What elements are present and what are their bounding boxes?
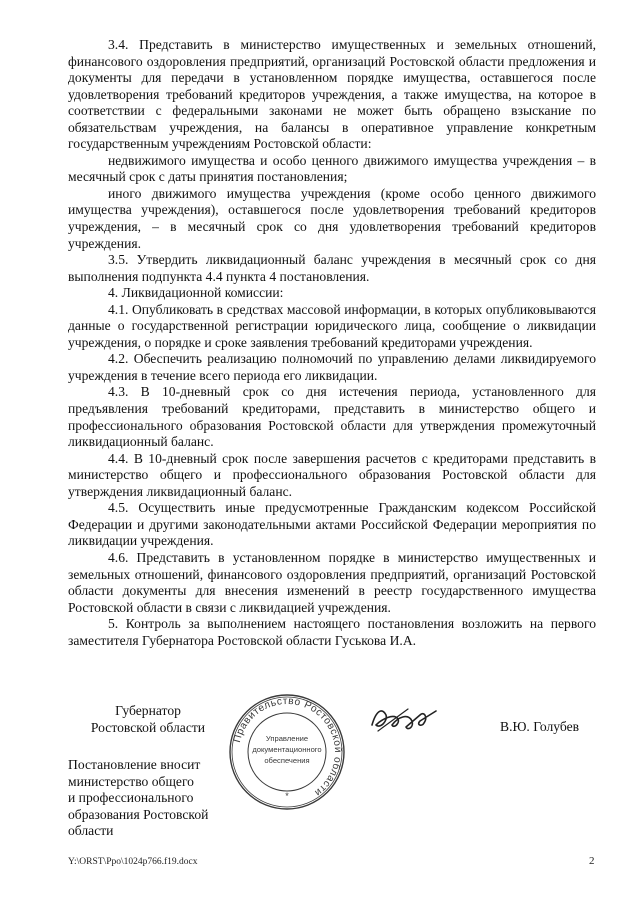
paragraph-movable-property: иного движимого имущества учреждения (кроме особо ценного движимого имущества учреждения), оставшегося после удовлетворения требований кредиторов учреждения, – в месячный срок со дня удовлетворения требований кредиторов учреждения. (68, 185, 596, 251)
paragraph-4-2: 4.2. Обеспечить реализацию полномочий по управлению делами ликвидируемого учреждения в течение всего периода его ликвидации. (68, 351, 596, 383)
paragraph-4-6: 4.6. Представить в установленном порядке в министерство имущественных и земельных отношений, финансового оздоровления предприятий, организаций Ростовской области документы для внесения изменений в реестр государственного имущества Ростовской области в связи с ликвидацией учреждения. (68, 549, 596, 615)
official-stamp-icon (228, 693, 346, 811)
document-body (68, 37, 596, 649)
paragraph-real-estate: недвижимого имущества и особо ценного движимого имущества учреждения – в месячный срок с даты принятия постановления; (68, 152, 596, 185)
governor-title (68, 703, 228, 736)
governor-title-line1: Губернатор (115, 703, 181, 718)
paragraph-4-1: 4.1. Опубликовать в средствах массовой информации, в которых опубликовываются данные о государственной регистрации юридического лица, сообщение о ликвидации учреждения, о порядке и сроке заявления требований кредиторами учреждения. (68, 301, 596, 350)
submitter-line3: и профессионального (68, 790, 194, 806)
signature-block (0, 693, 640, 853)
handwritten-signature-icon (368, 701, 440, 737)
footer-file-path: Y:\ORST\Ppo\1024p766.f19.docx (68, 857, 198, 867)
paragraph-4: 4. Ликвидационной комиссии: (108, 285, 284, 301)
page-number: 2 (589, 855, 595, 867)
submitter-line4: образования Ростовской (68, 806, 209, 822)
stamp-center-line2: документационного (252, 745, 322, 754)
paragraph-5: 5. Контроль за выполнением настоящего постановления возложить на первого заместителя Губернатора Ростовской области Гуськова И.А. (68, 616, 596, 648)
submitter-line2: министерство общего (68, 773, 194, 789)
stamp-center-line3: обеспечения (264, 756, 310, 765)
svg-text:*: * (285, 791, 289, 801)
stamp-center-line1: Управление (265, 734, 309, 743)
submitter-line1: Постановление вносит (68, 757, 201, 772)
paragraph-4-3: 4.3. В 10-дневный срок со дня истечения периода, установленного для предъявления требований кредиторами, представить в министерство общего и профессионального образования Ростовской области для утверждения промежуточный ликвидационный баланс. (68, 384, 596, 450)
governor-name: В.Ю. Голубев (500, 719, 580, 734)
governor-title-line2: Ростовской области (90, 719, 206, 735)
paragraph-3-4: 3.4. Представить в министерство имущественных и земельных отношений, финансового оздоровления предприятий, организаций Ростовской области предложения и документы для передачи в установленном порядке имущества, оставшегося после удовлетворения требований кредиторов учреждения, а также имущества, на которое в соответствии с федеральными законами не может быть обращено взыскание по обязательствам учреждения, на балансы в оперативное управление конкретным государственным учреждениям Ростовской области: (68, 37, 596, 152)
stamp-ring-text: Правительство Ростовской области (231, 695, 344, 799)
paragraph-4-5: 4.5. Осуществить иные предусмотренные Гражданским кодексом Российской Федерации и другими законодательными актами Российской Федерации мероприятия по ликвидации учреждения. (68, 500, 596, 549)
paragraph-4-4: 4.4. В 10-дневный срок после завершения расчетов с кредиторами представить в министерство общего и профессионального образования Ростовской области для утверждения ликвидационный баланс. (68, 450, 596, 499)
paragraph-3-5: 3.5. Утвердить ликвидационный баланс учреждения в месячный срок со дня выполнения подпункта 4.4 пункта 4 постановления. (68, 252, 596, 284)
submitter-line5: области (68, 823, 114, 839)
submitter-note (68, 757, 238, 840)
